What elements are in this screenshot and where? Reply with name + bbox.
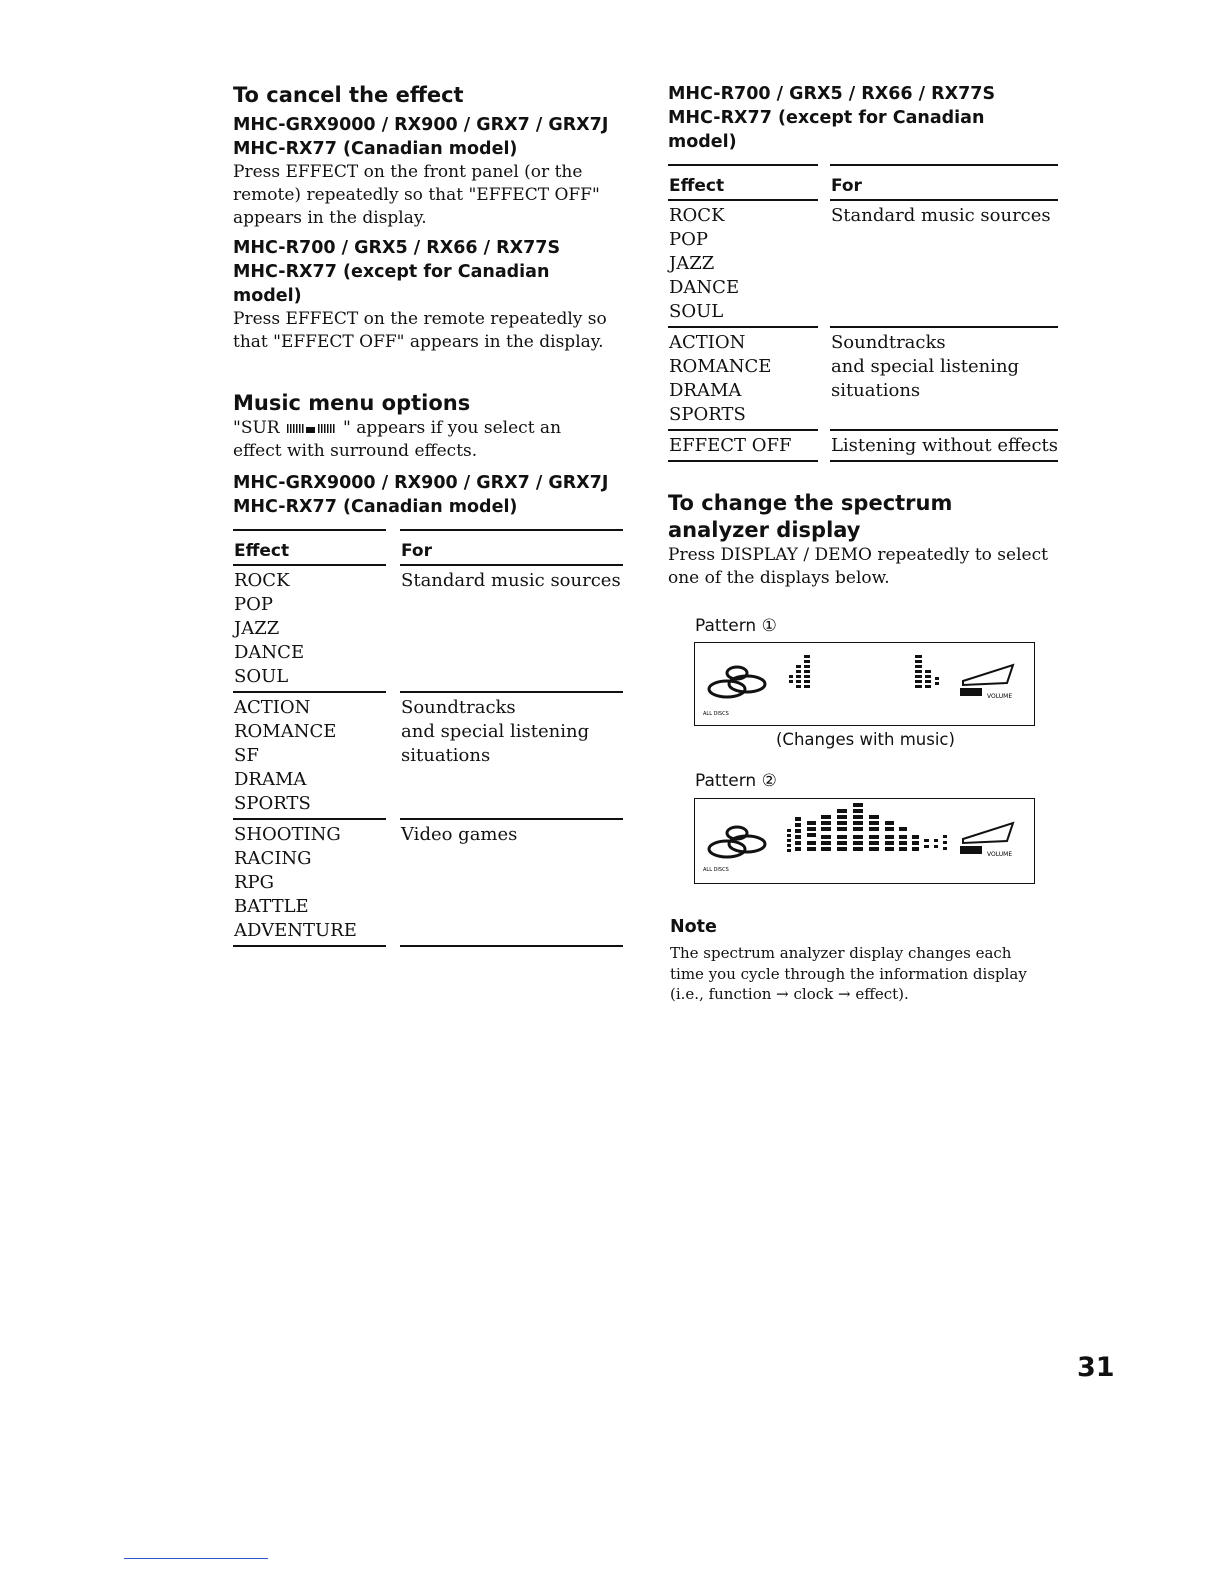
pattern2-label: Pattern ② <box>695 771 777 791</box>
for-item: situations <box>830 380 921 401</box>
volume-label: VOLUME <box>987 851 1013 858</box>
pattern1-display <box>694 642 1035 726</box>
effect-item: JAZZ <box>669 253 715 274</box>
note-title: Note <box>670 917 717 937</box>
for-item: Standard music sources <box>401 570 621 591</box>
effect-table-left <box>233 529 623 947</box>
sur-note <box>233 417 613 463</box>
table-row <box>668 431 1058 462</box>
effect-item: SHOOTING <box>234 824 341 845</box>
pattern2-display <box>694 798 1035 884</box>
all-discs-label: ALL DISCS <box>703 711 729 717</box>
effect-item: DRAMA <box>234 769 307 790</box>
effect-item: ROMANCE <box>234 721 337 742</box>
grx9000-models-line1: MHC-GRX9000 / RX900 / GRX7 / GRX7J <box>233 115 609 135</box>
col-for-header: For <box>400 529 623 566</box>
left-column <box>233 82 625 947</box>
for-item: Video games <box>401 824 518 845</box>
effect-item: ROMANCE <box>669 356 772 377</box>
table-models-line1: MHC-GRX9000 / RX900 / GRX7 / GRX7J <box>233 473 609 493</box>
r700-models-line2: MHC-RX77 (except for Canadian model) <box>233 262 550 306</box>
spectrum-bars-right <box>915 655 939 688</box>
effect-item: RACING <box>234 848 312 869</box>
effect-item: DRAMA <box>669 380 742 401</box>
effect-item: DANCE <box>234 642 305 663</box>
volume-icon <box>961 823 1013 853</box>
right-models-line1: MHC-R700 / GRX5 / RX66 / RX77S <box>668 84 996 104</box>
spectrum-bars <box>787 803 947 852</box>
effect-item: SOUL <box>669 301 724 322</box>
effect-item: EFFECT OFF <box>669 435 792 456</box>
effect-item: RPG <box>234 872 275 893</box>
effect-item: SF <box>234 745 259 766</box>
table-row <box>233 820 623 947</box>
col-for-header: For <box>830 164 1058 201</box>
for-item: Standard music sources <box>830 205 1051 226</box>
effect-item: JAZZ <box>234 618 280 639</box>
pattern1-spectrum-graphic <box>695 643 1034 725</box>
effect-item: SPORTS <box>669 404 746 425</box>
spectrum-instruction: Press DISPLAY / DEMO repeatedly to select one of the displays below. <box>668 545 1048 588</box>
all-discs-label: ALL DISCS <box>703 867 729 873</box>
col-effect-header: Effect <box>233 529 386 566</box>
bottom-rule <box>124 1558 268 1559</box>
page-number: 31 <box>1077 1352 1115 1383</box>
r700-instruction: Press EFFECT on the remote repeatedly so that "EFFECT OFF" appears in the display. <box>233 309 607 352</box>
for-item: Soundtracks <box>401 697 516 718</box>
effect-item: POP <box>669 229 708 250</box>
disc-icon <box>709 667 765 697</box>
effect-item: ACTION <box>669 332 746 353</box>
effect-item: SOUL <box>234 666 289 687</box>
effect-item: POP <box>234 594 273 615</box>
volume-label: VOLUME <box>987 693 1013 700</box>
cancel-effect-title: To cancel the effect <box>233 83 464 107</box>
r700-models-line1: MHC-R700 / GRX5 / RX66 / RX77S <box>233 238 561 258</box>
effect-table-right <box>668 164 1058 462</box>
disc-icon <box>709 827 765 857</box>
note-text: The spectrum analyzer display changes each time you cycle through the information display (i.e., function → clock → effect). <box>670 944 1027 1003</box>
pattern2-spectrum-graphic <box>695 799 1034 883</box>
surround-indicator-icon <box>285 422 343 434</box>
effect-item: ROCK <box>234 570 290 591</box>
effect-item: BATTLE <box>234 896 309 917</box>
sur-text-before: "SUR <box>233 418 280 438</box>
table-row <box>668 201 1058 328</box>
effect-item: DANCE <box>669 277 740 298</box>
grx9000-instruction: Press EFFECT on the front panel (or the remote) repeatedly so that "EFFECT OFF" appears in the display. <box>233 162 600 228</box>
right-models-line2: MHC-RX77 (except for Canadian <box>668 108 985 128</box>
for-item: Listening without effects <box>830 435 1058 456</box>
right-models-line3: model) <box>668 132 737 152</box>
spectrum-bars-left <box>789 655 810 688</box>
right-column <box>668 82 1060 590</box>
table-row <box>668 328 1058 431</box>
for-item: and special listening <box>401 721 590 742</box>
pattern1-caption: (Changes with music) <box>776 730 955 749</box>
col-effect-header: Effect <box>668 164 818 201</box>
music-menu-title: Music menu options <box>233 391 471 415</box>
for-item: and special listening <box>830 356 1020 377</box>
pattern1-label: Pattern ① <box>695 616 777 636</box>
effect-item: ROCK <box>669 205 725 226</box>
for-item: situations <box>401 745 491 766</box>
for-item: Soundtracks <box>830 332 946 353</box>
table-row <box>233 566 623 693</box>
table-models-line2: MHC-RX77 (Canadian model) <box>233 497 518 517</box>
sur-text-after: " appears if you select an effect with surround effects. <box>233 418 562 461</box>
effect-item: ADVENTURE <box>234 920 357 941</box>
spectrum-title: To change the spectrum analyzer display <box>668 491 953 542</box>
table-row <box>233 693 623 820</box>
grx9000-models-line2: MHC-RX77 (Canadian model) <box>233 139 518 159</box>
volume-icon <box>961 665 1013 695</box>
effect-item: ACTION <box>234 697 311 718</box>
effect-item: SPORTS <box>234 793 311 814</box>
